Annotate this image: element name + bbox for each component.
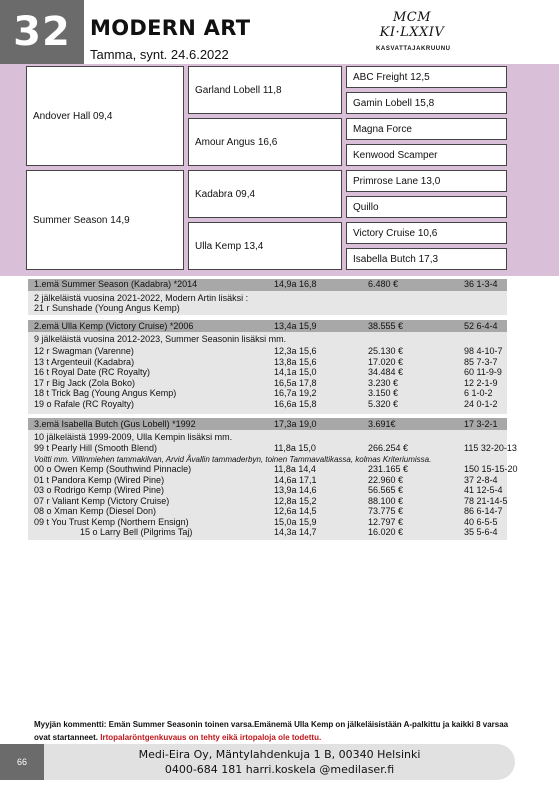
offspring-name: 01 t Pandora Kemp (Wired Pine) [34, 474, 165, 485]
offspring-starts: 86 6-14-7 [464, 506, 503, 516]
offspring-record: 13,8a 15,6 [274, 356, 317, 367]
dam-header-row [0, 279, 559, 290]
offspring-row [0, 443, 559, 454]
offspring-record: 14,1a 15,0 [274, 367, 317, 377]
offspring-earnings: 3.230 € [368, 377, 399, 388]
offspring-record: 14,3a 14,7 [274, 527, 317, 537]
dam-earnings: 38.555 € [368, 321, 404, 331]
offspring-row [0, 399, 559, 410]
intro-text: 10 jälkeläistä 1999-2009, Ulla Kempin lisäksi mm. [34, 432, 233, 442]
section-intro [0, 432, 559, 443]
offspring-name: 08 o Xman Kemp (Diesel Don) [34, 506, 157, 516]
offspring-record: 16,5a 17,8 [274, 377, 317, 388]
offspring-row [0, 527, 559, 538]
pedigree-gen2: Ulla Kemp 13,4 [188, 222, 342, 270]
offspring-starts: 85 7-3-7 [464, 356, 498, 367]
offspring-earnings: 25.130 € [368, 346, 404, 356]
dam-name: 3.emä Isabella Butch (Gus Lobell) *1992 [34, 419, 196, 429]
footer-contact: 0400-684 181 harri.koskela @medilaser.fi [164, 763, 395, 776]
offspring-name: 17 r Big Jack (Zola Boko) [34, 377, 136, 388]
offspring-record: 11,8a 14,4 [274, 464, 316, 474]
pedigree-gen3: Isabella Butch 17,3 [346, 248, 507, 270]
offspring-name: 07 r Valiant Kemp (Victory Cruise) [34, 495, 170, 506]
offspring-earnings: 16.020 € [368, 527, 404, 537]
offspring-row [0, 475, 559, 486]
offspring-starts: 40 6-5-5 [464, 516, 498, 527]
offspring-earnings: 3.150 € [368, 388, 399, 398]
dam-header-row [0, 419, 559, 430]
offspring-starts: 150 15-15-20 [464, 464, 518, 474]
offspring-name: 03 o Rodrigo Kemp (Wired Pine) [34, 485, 165, 495]
pedigree-gen3: ABC Freight 12,5 [346, 66, 507, 88]
offspring-earnings: 22.960 € [368, 474, 404, 485]
pedigree-gen3: Victory Cruise 10,6 [346, 222, 507, 244]
horse-name: MODERN ART [90, 16, 251, 40]
offspring-starts: 37 2-8-4 [464, 474, 498, 485]
offspring-name: 18 t Trick Bag (Young Angus Kemp) [34, 388, 177, 398]
offspring-name: 99 t Pearly Hill (Smooth Blend) [34, 443, 158, 453]
offspring-starts: 115 32-20-13 [464, 443, 517, 453]
offspring-earnings: 266.254 € [368, 443, 409, 453]
offspring-record: 11,8a 15,0 [274, 443, 316, 453]
comment-text: Myyjän kommentti: Emän Summer Seasonin toinen varsa.Emänemä Ulla Kemp on jälkeläisistään A-palkittu ja kaikki 8 varsaa ovat startanneet. [34, 720, 509, 742]
offspring-row [0, 357, 559, 368]
logo-mark: MCM KI·LXXIV [379, 10, 445, 40]
pedigree-dam: Summer Season 14,9 [26, 170, 184, 270]
offspring-record: 13,9a 14,6 [274, 485, 317, 495]
dam-earnings: 6.480 € [368, 279, 399, 289]
offspring-record: 16,6a 15,8 [274, 398, 317, 409]
pedigree-gen3: Quillo [346, 196, 507, 218]
offspring-row [0, 367, 559, 378]
intro-text: 9 jälkeläistä vuosina 2012-2023, Summer Seasonin lisäksi mm. [34, 334, 287, 344]
dam-starts: 52 6-4-4 [464, 321, 498, 331]
offspring-record: 14,6a 17,1 [274, 474, 317, 485]
pedigree-gen3: Magna Force [346, 118, 507, 140]
offspring-starts: 35 5-6-4 [464, 527, 498, 537]
offspring-starts: 60 11-9-9 [464, 367, 502, 377]
offspring-earnings: 73.775 € [368, 506, 404, 516]
offspring-record: 16,7a 19,2 [274, 388, 317, 398]
offspring-row [0, 506, 559, 517]
dam-earnings: 3.691€ [368, 419, 396, 429]
offspring-earnings: 88.100 € [368, 495, 404, 506]
offspring-name: 13 t Argenteuil (Kadabra) [34, 356, 135, 367]
offspring-name: 09 t You Trust Kemp (Northern Ensign) [34, 516, 189, 527]
offspring-starts: 98 4-10-7 [464, 346, 503, 356]
dam-starts: 36 1-3-4 [464, 279, 498, 289]
offspring-earnings: 34.484 € [368, 367, 404, 377]
dam-starts: 17 3-2-1 [464, 419, 498, 429]
offspring-row [0, 378, 559, 389]
offspring-name: 19 o Rafale (RC Royalty) [34, 398, 135, 409]
section-intro [0, 303, 559, 314]
offspring-starts: 41 12-5-4 [464, 485, 503, 495]
pedigree-gen2: Kadabra 09,4 [188, 170, 342, 218]
breeders-crown-logo [376, 10, 451, 58]
dam-record: 13,4a 15,9 [274, 321, 317, 331]
offspring-record: 12,8a 15,2 [274, 495, 317, 506]
note-text: Voitti mm. Villinmiehen tammakilvan, Arvid Åvallin tammaderbyn, toinen Tammavaltikassa, kolmas Kriteriumissa. [34, 455, 432, 464]
offspring-earnings: 12.797 € [368, 516, 404, 527]
offspring-name: 12 r Swagman (Varenne) [34, 346, 134, 356]
offspring-starts: 78 21-14-5 [464, 495, 508, 506]
offspring-earnings: 5.320 € [368, 398, 399, 409]
dam-record: 17,3a 19,0 [274, 419, 317, 429]
offspring-record: 12,6a 14,5 [274, 506, 317, 516]
offspring-name: 15 o Larry Bell (Pilgrims Taj) [80, 527, 193, 537]
seller-comment [34, 718, 514, 744]
offspring-row [0, 346, 559, 357]
pedigree-gen2: Garland Lobell 11,8 [188, 66, 342, 114]
catalog-number: 32 [0, 0, 84, 64]
footer-bar [18, 744, 515, 780]
offspring-earnings: 231.165 € [368, 464, 409, 474]
dam-name: 1.emä Summer Season (Kadabra) *2014 [34, 279, 198, 289]
comment-xray-note: Irtopalaröntgenkuvaus on tehty eikä irtopaloja ole todettu. [100, 733, 322, 742]
offspring-starts: 6 1-0-2 [464, 388, 493, 398]
intro-text: 2 jälkeläistä vuosina 2021-2022, Modern Artin lisäksi : [34, 293, 249, 303]
offspring-name: 16 t Royal Date (RC Royalty) [34, 367, 151, 377]
page-number: 66 [0, 744, 44, 780]
offspring-record: 12,3a 15,6 [274, 346, 317, 356]
offspring-row [0, 464, 559, 475]
offspring-row [0, 517, 559, 528]
intro-text: 21 r Sunshade (Young Angus Kemp) [34, 303, 180, 313]
dam-header-row [0, 321, 559, 332]
offspring-name: 00 o Owen Kemp (Southwind Pinnacle) [34, 464, 192, 474]
offspring-row [0, 485, 559, 496]
pedigree-gen2: Amour Angus 16,6 [188, 118, 342, 166]
pedigree-sire: Andover Hall 09,4 [26, 66, 184, 166]
offspring-earnings: 17.020 € [368, 356, 404, 367]
pedigree-gen3: Kenwood Scamper [346, 144, 507, 166]
offspring-earnings: 56.565 € [368, 485, 404, 495]
footer-address: Medi-Eira Oy, Mäntylahdenkuja 1 B, 00340 Helsinki [138, 748, 421, 761]
pedigree-gen3: Gamin Lobell 15,8 [346, 92, 507, 114]
dam-name: 2.emä Ulla Kemp (Victory Cruise) *2006 [34, 321, 194, 331]
offspring-row [0, 496, 559, 507]
offspring-row [0, 388, 559, 399]
section-intro [0, 334, 559, 345]
offspring-starts: 12 2-1-9 [464, 377, 498, 388]
dam-record: 14,9a 16,8 [274, 279, 317, 289]
logo-caption: KASVATTAJAKRUUNU [376, 46, 451, 52]
pedigree-gen3: Primrose Lane 13,0 [346, 170, 507, 192]
horse-subtitle: Tamma, synt. 24.6.2022 [90, 47, 229, 62]
offspring-starts: 24 0-1-2 [464, 398, 498, 409]
offspring-record: 15,0a 15,9 [274, 516, 317, 527]
